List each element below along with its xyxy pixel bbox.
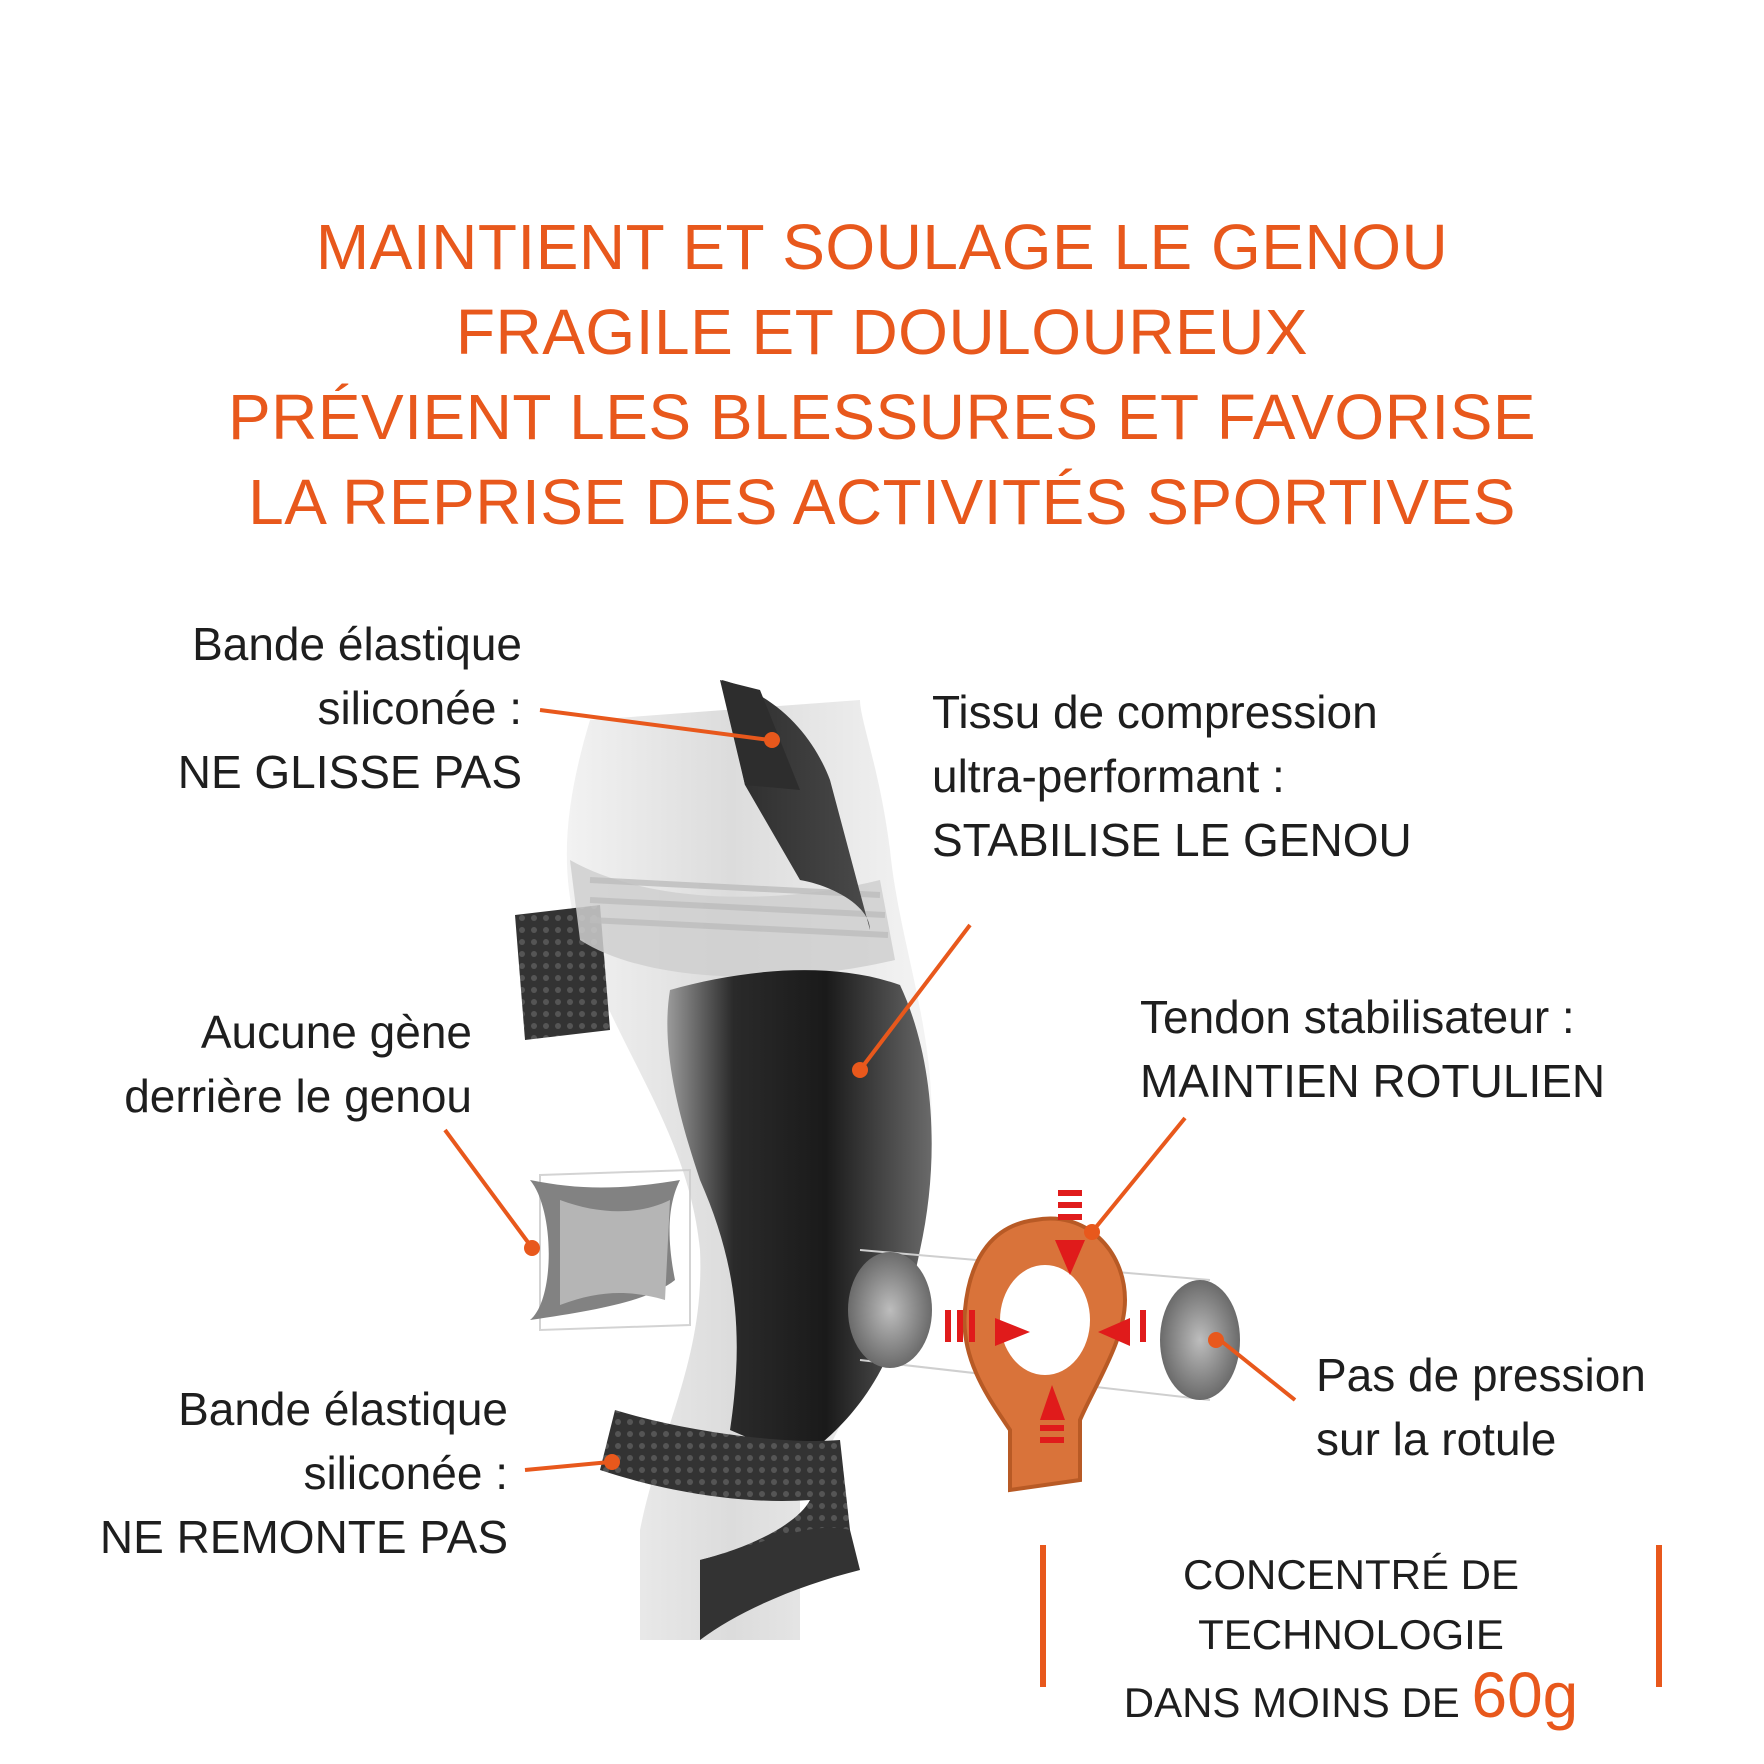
label-tendon xyxy=(1140,985,1640,1113)
label-top-band xyxy=(120,612,522,804)
label-top-band-line2: siliconée : xyxy=(317,682,522,734)
label-fabric-line3: STABILISE LE GENOU xyxy=(932,814,1412,866)
headline-line-3: PRÉVIENT LES BLESSURES ET FAVORISE xyxy=(227,381,1537,453)
kneecap-disc xyxy=(1160,1280,1240,1400)
label-tendon-line2: MAINTIEN ROTULIEN xyxy=(1140,1055,1606,1107)
headline-line-1: MAINTIENT ET SOULAGE LE GENOU xyxy=(315,211,1449,283)
callout-line2-prefix: DANS MOINS DE xyxy=(1123,1679,1460,1726)
kneecap-hole-left xyxy=(848,1252,932,1368)
callout-weight: 60g xyxy=(1471,1659,1579,1731)
label-back-knee-line1: Aucune gène xyxy=(200,1006,472,1058)
label-bottom-band-line2: siliconée : xyxy=(303,1447,508,1499)
label-kneecap-line1: Pas de pression xyxy=(1316,1349,1646,1401)
label-fabric-line1: Tissu de compression xyxy=(932,686,1378,738)
callout-line2 xyxy=(1046,1659,1656,1733)
label-tendon-line1: Tendon stabilisateur : xyxy=(1140,991,1575,1043)
technology-callout xyxy=(1040,1545,1662,1731)
label-fabric-line2: ultra-performant : xyxy=(932,750,1285,802)
label-bottom-band xyxy=(80,1377,508,1569)
label-fabric xyxy=(932,680,1452,872)
headline-line-4: LA REPRISE DES ACTIVITÉS SPORTIVES xyxy=(248,466,1516,538)
label-back-knee xyxy=(60,1000,472,1128)
label-kneecap-line2: sur la rotule xyxy=(1316,1413,1557,1465)
label-bottom-band-line1: Bande élastique xyxy=(178,1383,508,1435)
label-top-band-line1: Bande élastique xyxy=(192,618,522,670)
headline-line-2: FRAGILE ET DOULOUREUX xyxy=(455,296,1309,368)
label-kneecap xyxy=(1316,1343,1736,1471)
label-bottom-band-line3: NE REMONTE PAS xyxy=(99,1511,508,1563)
label-back-knee-line2: derrière le genou xyxy=(124,1070,472,1122)
callout-line1: CONCENTRÉ DE TECHNOLOGIE xyxy=(1182,1551,1520,1658)
back-knee-panel xyxy=(530,1170,690,1330)
label-top-band-line3: NE GLISSE PAS xyxy=(177,746,522,798)
